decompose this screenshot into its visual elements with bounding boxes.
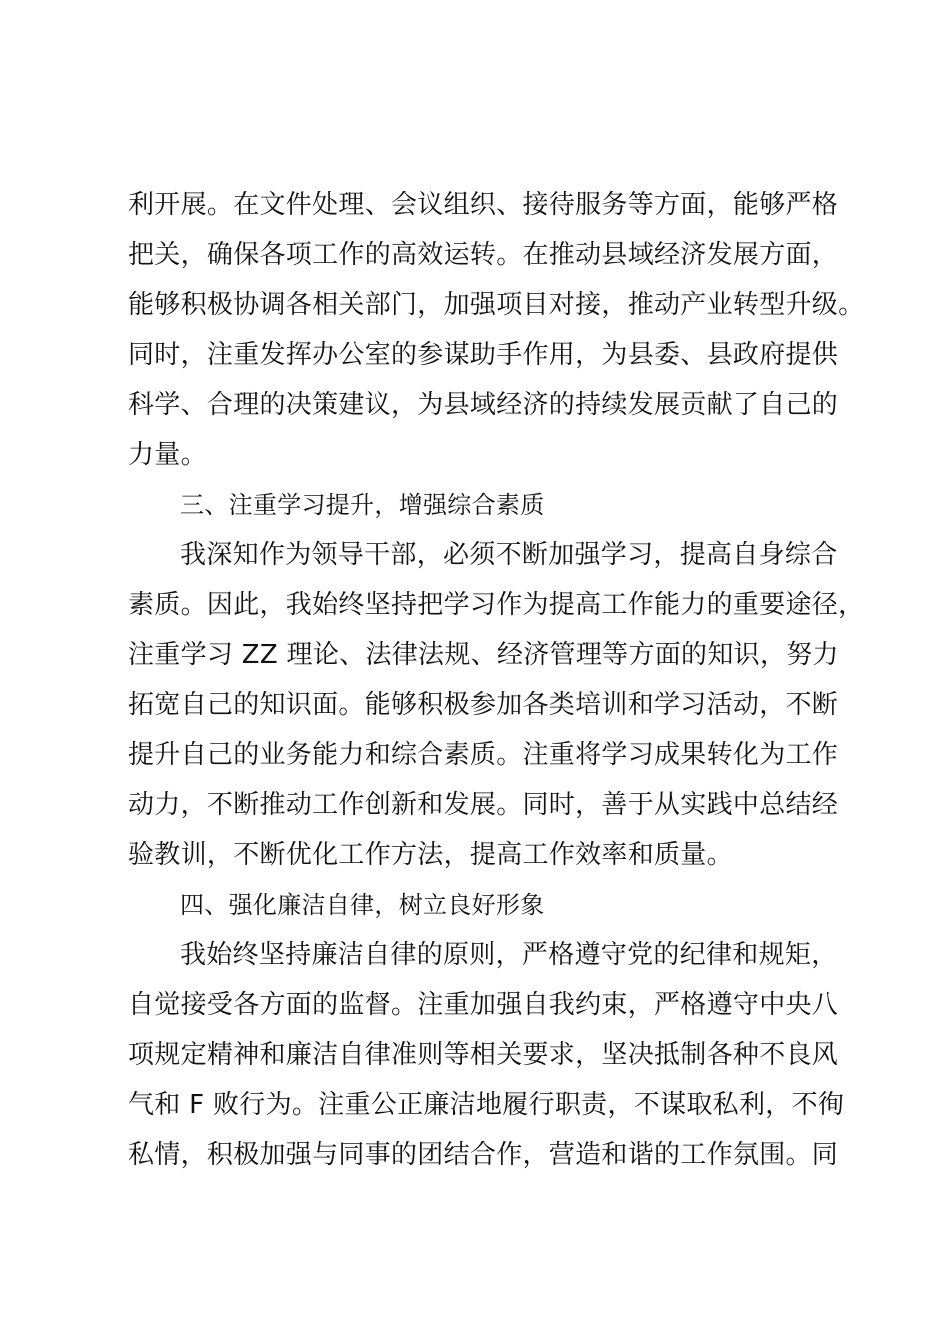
text-line: 动力，不断推动工作创新和发展。同时，善于从实践中总结经 <box>128 790 839 820</box>
section-heading-3: 三、注重学习提升，增强综合素质 <box>180 491 545 519</box>
text-line: 气和 F 败行为。注重公正廉洁地履行职责，不谋取私利，不徇 <box>128 1090 845 1120</box>
text-line: 素质。因此，我始终坚持把学习作为提高工作能力的重要途径， <box>128 590 865 620</box>
section-heading-4: 四、强化廉洁自律，树立良好形象 <box>180 891 545 919</box>
text-line: 注重学习 ZZ 理论、法律法规、经济管理等方面的知识，努力 <box>128 640 839 670</box>
text-line: 拓宽自己的知识面。能够积极参加各类培训和学习活动，不断 <box>128 690 839 720</box>
paragraph-start: 我深知作为领导干部，必须不断加强学习，提高自身综合 <box>180 540 838 570</box>
text-line: 同时，注重发挥办公室的参谋助手作用，为县委、县政府提供 <box>128 340 839 370</box>
text-line: 利开展。在文件处理、会议组织、接待服务等方面，能够严格 <box>128 190 839 220</box>
text-line: 科学、合理的决策建议，为县域经济的持续发展贡献了自己的 <box>128 390 839 420</box>
text-line: 项规定精神和廉洁自律准则等相关要求，坚决抵制各种不良风 <box>128 1040 839 1070</box>
body-text <box>128 180 865 1180</box>
text-line: 能够积极协调各相关部门，加强项目对接，推动产业转型升级。 <box>128 290 865 320</box>
text-line: 把关，确保各项工作的高效运转。在推动县域经济发展方面， <box>128 240 839 270</box>
text-line: 自觉接受各方面的监督。注重加强自我约束，严格遵守中央八 <box>128 990 839 1020</box>
paragraph-start: 我始终坚持廉洁自律的原则，严格遵守党的纪律和规矩， <box>180 940 838 970</box>
text-line: 提升自己的业务能力和综合素质。注重将学习成果转化为工作 <box>128 740 839 770</box>
text-line: 验教训，不断优化工作方法，提高工作效率和质量。 <box>128 840 733 870</box>
text-line: 力量。 <box>128 440 207 470</box>
text-line: 私情，积极加强与同事的团结合作，营造和谐的工作氛围。同 <box>128 1140 839 1170</box>
